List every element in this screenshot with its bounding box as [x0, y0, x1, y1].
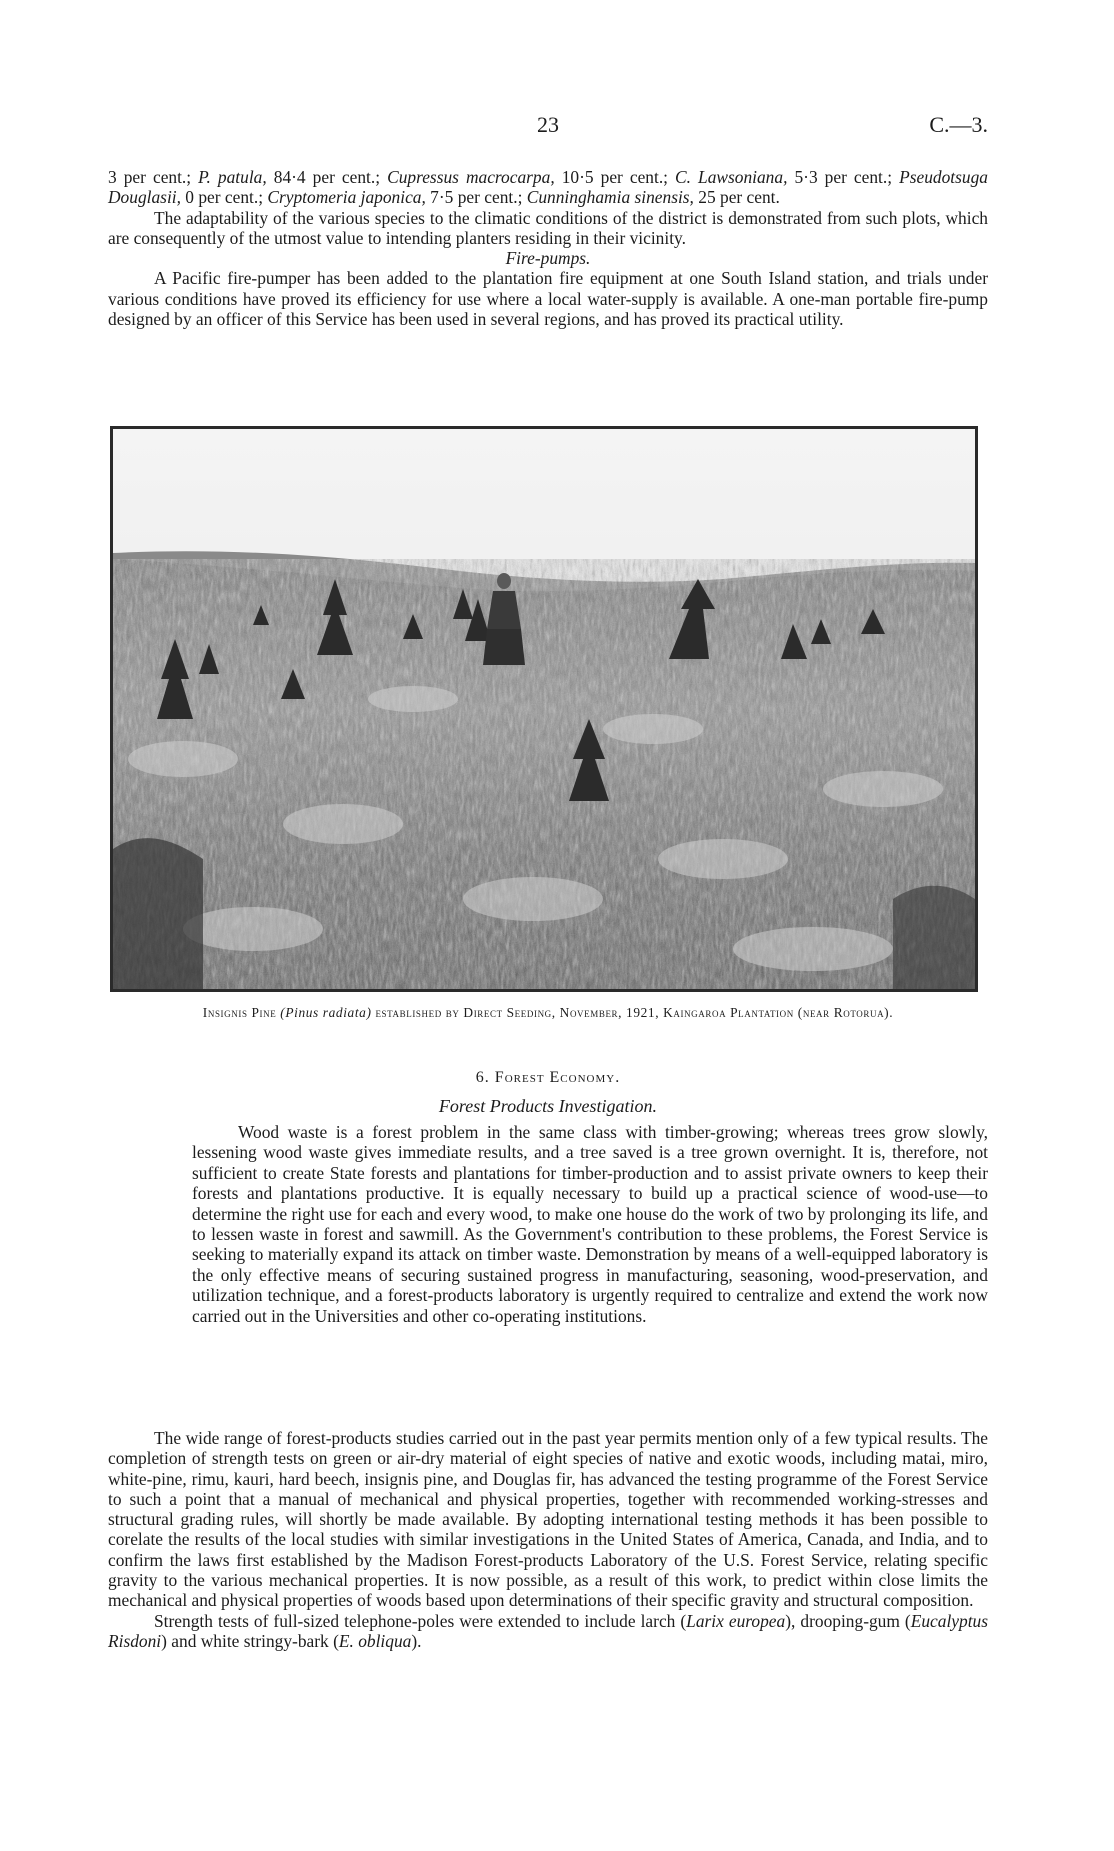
species-percentages-paragraph: 3 per cent.; P. patula, 84·4 per cent.; Cupressus macrocarpa, 10·5 per cent.; C. Lawsoniana, 5·3 per cent.; Pseudotsuga Douglasii, 0 per cent.; Cryptomeria japonica, 7·5 per cent.; Cunninghamia sinensis, 25 per cent.	[108, 167, 988, 208]
wood-waste-paragraph: Wood waste is a forest problem in the same class with timber-growing; whereas trees grow slowly, lessening wood waste gives immediate results, and a tree saved is a tree grown overnight. It is, therefore, not sufficient to create State forests and plantations for timber-production and to assist private owners to keep their forests and plantations productive. It is equally necessary to build up a practical science of wood-use—to determine the right use for each and every wood, to make one house do the work of two by prolonging its life, and to lessen waste in forest and sawmill. As the Government's contribution to these problems, the Forest Service is seeking to materially expand its attack on timber waste. Demonstration by means of a well-equipped laboratory is the only effective means of securing sustained progress in manufacturing, seasoning, wood-preservation, and utilization technique, and a forest-products laboratory is urgently required to centralize and extend the work now carried out in the Universities and other co-operating institutions.	[192, 1122, 988, 1326]
intro-text	[108, 167, 988, 329]
document-reference: C.—3.	[929, 112, 988, 137]
photo-caption: Insignis Pine (Pinus radiata) established by Direct Seeding, November, 1921, Kaingaroa Plantation (near Rotorua).	[202, 1005, 894, 1020]
forest-products-text	[108, 1428, 988, 1651]
telephone-poles-paragraph: Strength tests of full-sized telephone-poles were extended to include larch (Larix europea), drooping-gum (Eucalyptus Risdoni) and white stringy-bark (E. obliqua).	[108, 1610, 988, 1651]
section-title: 6. Forest Economy.	[475, 1069, 621, 1086]
fire-pumps-heading: Fire-pumps.	[505, 248, 591, 269]
page-number: 23	[537, 112, 559, 137]
plantation-photo-illustration	[113, 429, 975, 989]
section-subtitle: Forest Products Investigation.	[438, 1096, 658, 1116]
adaptability-paragraph: The adaptability of the various species to the climatic conditions of the district is demonstrated from such plots, which are consequently of the utmost value to intending planters residing in their vicinity.	[108, 207, 988, 248]
plantation-photo	[110, 426, 978, 992]
fire-pumps-paragraph: A Pacific fire-pumper has been added to the plantation fire equipment at one South Island station, and trials under various conditions have proved its efficiency for use where a local water-supply is available. A one-man portable fire-pump designed by an officer of this Service has been used in several regions, and has proved its practical utility.	[108, 268, 988, 330]
strength-tests-paragraph: The wide range of forest-products studies carried out in the past year permits mention only of a few typical results. The completion of strength tests on green or air-dry material of eight species of native and exotic woods, including matai, miro, white-pine, rimu, kauri, hard beech, insignis pine, and Douglas fir, has advanced the testing programme of the Forest Service to such a point that a manual of mechanical and physical properties, together with recommended working-stresses and structural grading rules, will shortly be made available. By adopting international testing methods it has been possible to corelate the results of the local studies with similar investigations in the United States of America, Canada, and India, and to confirm the laws first established by the Madison Forest-products Laboratory of the U.S. Forest Service, relating specific gravity to the various mechanical properties. It is now possible, as a result of this work, to predict within close limits the mechanical and physical properties of woods based upon determinations of their specific gravity and structural composition.	[108, 1428, 988, 1611]
page-header	[108, 112, 988, 142]
